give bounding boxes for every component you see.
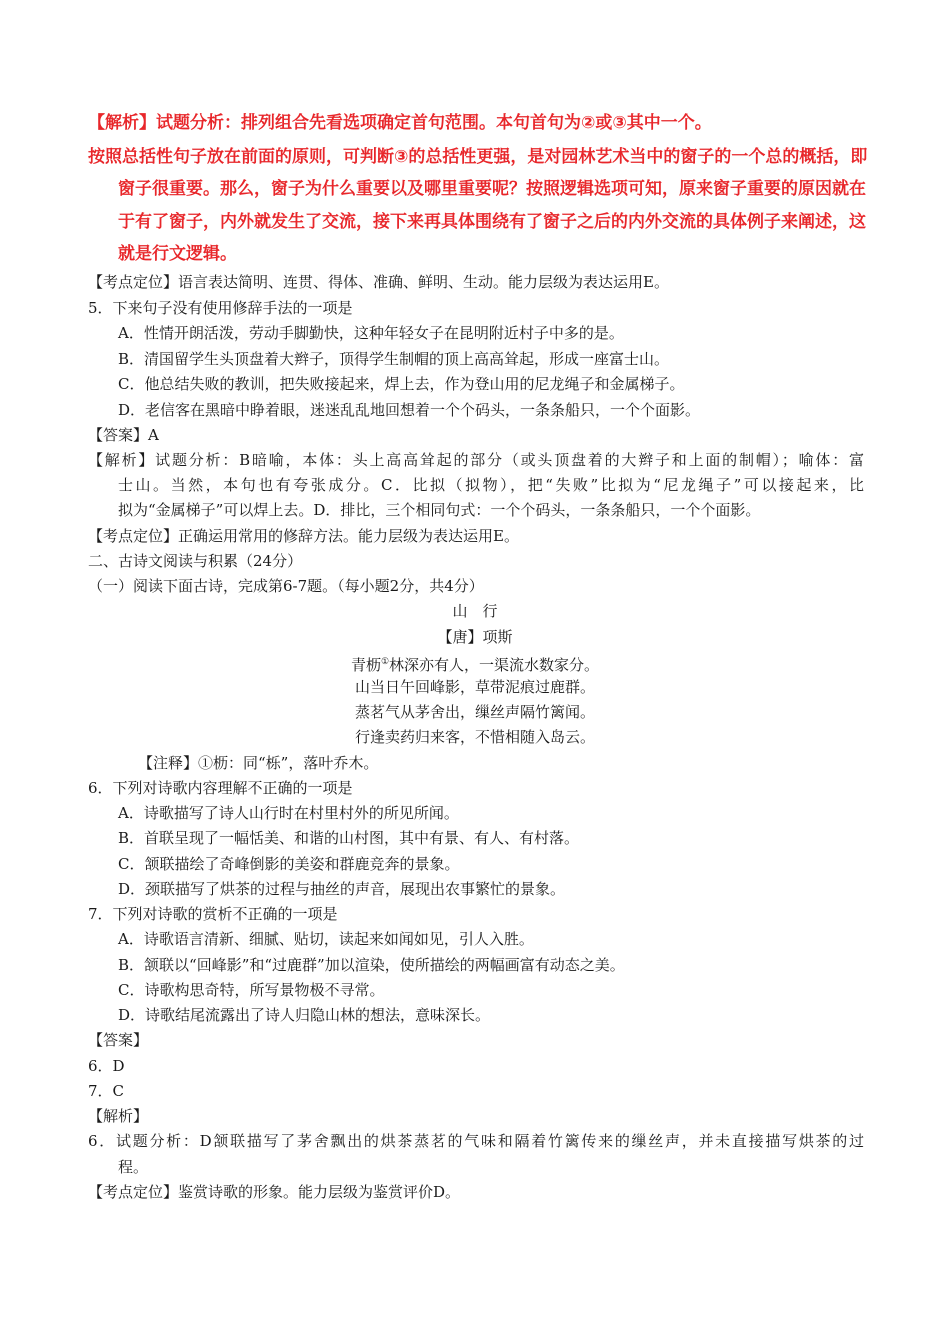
kaodian-q4: 【考点定位】语言表达简明、连贯、得体、准确、鲜明、生动。能力层级为表达运用E。 <box>88 273 669 291</box>
analysis-red-line-5: 就是行文逻辑。 <box>118 244 237 264</box>
analysis-label: 【解析】 <box>88 1107 149 1125</box>
q6-option-b: B．首联呈现了一幅恬美、和谐的山村图，其中有景、有人、有村落。 <box>118 829 580 847</box>
poem-line-1-start: 青枥 <box>350 656 381 674</box>
q7-stem: 7．下列对诗歌的赏析不正确的一项是 <box>88 905 338 923</box>
poem-line-4: 行逢卖药归来客，不惜相随入岛云。 <box>354 728 595 746</box>
q5-stem: 5．下来句子没有使用修辞手法的一项是 <box>88 299 353 317</box>
q5-kaodian: 【考点定位】正确运用常用的修辞方法。能力层级为表达运用E。 <box>88 527 519 545</box>
q7-option-c: C．诗歌构思奇特，所写景物极不寻常。 <box>118 981 385 999</box>
q5-analysis-line-3: 拟为“金属梯子”可以焊上去。D．排比，三个相同句式：一个个码头，一条条船只，一个个面影。 <box>118 501 761 519</box>
section-heading: 二、古诗文阅读与积累（24分） <box>88 552 303 570</box>
analysis-red-line-2: 按照总括性句子放在前面的原则，可判断③的总括性更强，是对园林艺术当中的窗子的一个总的概括，即 <box>88 147 868 167</box>
q5-analysis-line-2: 士山。当然，本句也有夸张成分。C．比拟（拟物），把“失败”比拟为“尼龙绳子”可以接起来，比 <box>118 476 864 494</box>
q6-explanation-line-2: 程。 <box>118 1158 149 1176</box>
answer-7: 7．C <box>88 1082 125 1100</box>
poem-line-1 <box>0 652 950 675</box>
answers-kaodian: 【考点定位】鉴赏诗歌的形象。能力层级为鉴赏评价D。 <box>88 1183 461 1201</box>
q6-explanation-line-1: 6．试题分析：D颔联描写了茅舍飘出的烘茶蒸茗的气味和隔着竹篱传来的缫丝声，并未直接描写烘茶的过 <box>88 1132 864 1150</box>
q5-option-d: D．老信客在黑暗中睁着眼，迷迷乱乱地回想着一个个码头，一条条船只，一个个面影。 <box>118 401 701 419</box>
poem-note: 【注释】①枥：同“栎”，落叶乔木。 <box>138 754 379 772</box>
footnote-marker: ① <box>380 657 390 667</box>
poem-line-3: 蒸茗气从茅舍出，缫丝声隔竹篱闻。 <box>354 703 595 721</box>
poem-line-1-end: 林深亦有人，一渠流水数家分。 <box>389 656 600 674</box>
analysis-red-line-3: 窗子很重要。那么，窗子为什么重要以及哪里重要呢？按照逻辑选项可知，原来窗子重要的原因就在 <box>118 179 866 199</box>
q7-option-a: A．诗歌语言清新、细腻、贴切，读起来如闻如见，引人入胜。 <box>118 930 534 948</box>
answers-label: 【答案】 <box>88 1031 149 1049</box>
q6-option-d: D．颈联描写了烘茶的过程与抽丝的声音，展现出农事繁忙的景象。 <box>118 880 566 898</box>
q6-option-c: C．颔联描绘了奇峰倒影的美姿和群鹿竞奔的景象。 <box>118 855 460 873</box>
poem-author: 【唐】项斯 <box>437 628 513 646</box>
analysis-red-line-1: 【解析】试题分析：排列组合先看选项确定首句范围。本句首句为②或③其中一个。 <box>88 113 712 133</box>
q5-option-a: A．性情开朗活泼，劳动手脚勤快，这种年轻女子在昆明附近村子中多的是。 <box>118 324 624 342</box>
q5-option-c: C．他总结失败的教训，把失败接起来，焊上去，作为登山用的尼龙绳子和金属梯子。 <box>118 375 685 393</box>
answer-6: 6．D <box>88 1057 125 1075</box>
poem-title: 山 行 <box>452 602 498 620</box>
q5-answer: 【答案】A <box>88 426 159 444</box>
q5-option-b: B．清国留学生头顶盘着大辫子，顶得学生制帽的顶上高高耸起，形成一座富士山。 <box>118 350 670 368</box>
part-heading: （一）阅读下面古诗，完成第6-7题。（每小题2分，共4分） <box>88 577 484 595</box>
q5-analysis-line-1: 【解析】试题分析：B暗喻，本体：头上高高耸起的部分（或头顶盘着的大辫子和上面的制帽）；喻体：富 <box>88 451 864 469</box>
poem-line-2: 山当日午回峰影，草带泥痕过鹿群。 <box>354 678 595 696</box>
q7-option-d: D．诗歌结尾流露出了诗人归隐山林的想法，意味深长。 <box>118 1006 491 1024</box>
q7-option-b: B．颔联以“回峰影”和“过鹿群”加以渲染，使所描绘的两幅画富有动态之美。 <box>118 956 625 974</box>
q6-stem: 6．下列对诗歌内容理解不正确的一项是 <box>88 779 353 797</box>
q6-option-a: A．诗歌描写了诗人山行时在村里村外的所见所闻。 <box>118 804 459 822</box>
analysis-red-line-4: 于有了窗子，内外就发生了交流，接下来再具体围绕有了窗子之后的内外交流的具体例子来阐述，这 <box>118 212 866 232</box>
